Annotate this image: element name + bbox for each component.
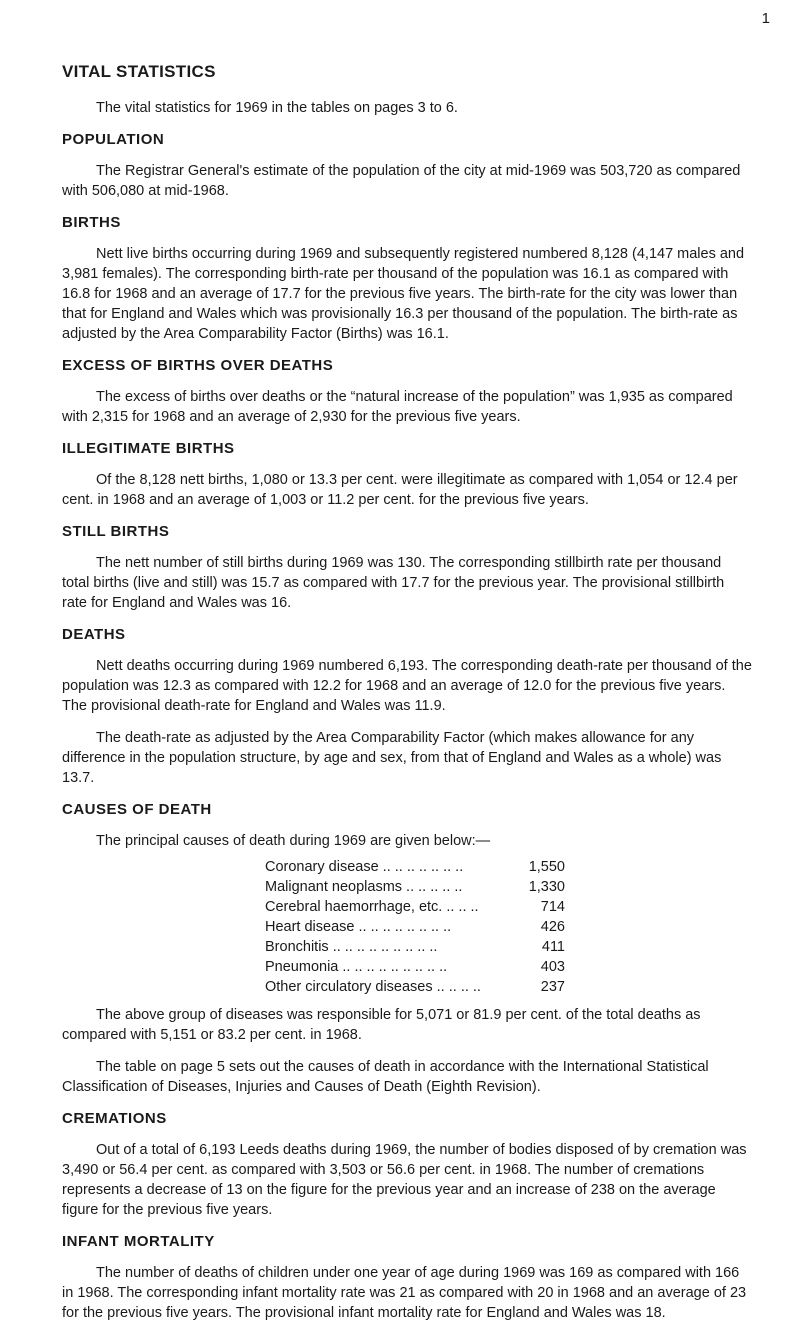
cause-label: Other circulatory diseases .. .. .. .. bbox=[265, 979, 481, 995]
section-population bbox=[62, 131, 752, 201]
section-paragraph: Of the 8,128 nett births, 1,080 or 13.3 per cent. were illegitimate as compared with 1,054 or 12.4 per cent. in 1968 and an average of 1,003 or 11.2 per cent. for the previous five years. bbox=[62, 472, 738, 508]
list-item bbox=[265, 857, 565, 877]
section-heading: INFANT MORTALITY bbox=[62, 1233, 215, 1250]
section-paragraph: The death-rate as adjusted by the Area Comparability Factor (which makes allowance for any difference in the population structure, by age and sex, from that of England and Wales as a whole) was 13.7. bbox=[62, 730, 722, 786]
page-number: 1 bbox=[761, 10, 770, 27]
section-deaths bbox=[62, 626, 752, 788]
section-heading: STILL BIRTHS bbox=[62, 523, 170, 540]
section-heading: EXCESS OF BIRTHS OVER DEATHS bbox=[62, 357, 334, 374]
cause-count: 411 bbox=[541, 939, 565, 955]
document-body bbox=[62, 62, 752, 1336]
section-causes-of-death bbox=[62, 801, 752, 1097]
cause-count: 1,550 bbox=[528, 859, 565, 875]
section-excess-births bbox=[62, 357, 752, 427]
section-paragraph: Nett live births occurring during 1969 and subsequently registered numbered 8,128 (4,147 males and 3,981 females). The corresponding birth-rate per thousand of the population was 16.1 as compared with 16.8 for 1968 and an average of 17.7 for the previous five years. The birth-rate for the city was lower than that for England and Wales which was provisionally 16.3 per thousand of the population. The birth-rate as adjusted by the Area Comparability Factor (Births) was 16.1. bbox=[62, 246, 745, 342]
cause-count: 1,330 bbox=[528, 879, 565, 895]
section-heading: BIRTHS bbox=[62, 214, 121, 231]
page-title: VITAL STATISTICS bbox=[62, 62, 216, 81]
cause-label: Coronary disease .. .. .. .. .. .. .. bbox=[265, 859, 464, 875]
list-item bbox=[265, 957, 565, 977]
section-paragraph: The nett number of still births during 1969 was 130. The corresponding stillbirth rate per thousand total births (live and still) was 15.7 as compared with 17.7 for the previous year. The provisional stillbirth rate for England and Wales was 16. bbox=[62, 555, 725, 611]
section-paragraph: The table on page 5 sets out the causes of death in accordance with the International Statistical Classification of Diseases, Injuries and Causes of Death (Eighth Revision). bbox=[62, 1059, 709, 1095]
section-heading: CAUSES OF DEATH bbox=[62, 801, 212, 818]
section-paragraph: The number of deaths of children under one year of age during 1969 was 169 as compared with 166 in 1968. The corresponding infant mortality rate was 21 as compared with 20 in 1968 and an average of 23 for the previous five years. The provisional infant mortality rate for England and Wales was 18. bbox=[62, 1265, 747, 1321]
section-paragraph: The principal causes of death during 1969 are given below:— bbox=[96, 833, 491, 849]
section-cremations bbox=[62, 1110, 752, 1220]
section-illegitimate-births bbox=[62, 440, 752, 510]
cause-count: 403 bbox=[540, 959, 565, 975]
cause-label: Cerebral haemorrhage, etc. .. .. .. bbox=[265, 899, 479, 915]
cause-label: Pneumonia .. .. .. .. .. .. .. .. .. bbox=[265, 959, 448, 975]
section-still-births bbox=[62, 523, 752, 613]
section-infant-mortality bbox=[62, 1233, 752, 1323]
section-heading: POPULATION bbox=[62, 131, 165, 148]
section-paragraph: Out of a total of 6,193 Leeds deaths during 1969, the number of bodies disposed of by cremation was 3,490 or 56.4 per cent. as compared with 3,503 or 56.6 per cent. in 1968. The number of cremations represents a decrease of 13 on the figure for the previous year and an increase of 238 on the average figure for the previous five years. bbox=[62, 1142, 747, 1218]
list-item bbox=[265, 977, 565, 997]
cause-label: Malignant neoplasms .. .. .. .. .. bbox=[265, 879, 463, 895]
list-item bbox=[265, 917, 565, 937]
section-heading: DEATHS bbox=[62, 626, 126, 643]
section-heading: ILLEGITIMATE BIRTHS bbox=[62, 440, 235, 457]
causes-list bbox=[265, 857, 565, 997]
cause-count: 714 bbox=[540, 899, 565, 915]
section-births bbox=[62, 214, 752, 344]
section-paragraph: The Registrar General's estimate of the population of the city at mid-1969 was 503,720 as compared with 506,080 at mid-1968. bbox=[62, 163, 741, 199]
cause-count: 426 bbox=[540, 919, 565, 935]
section-paragraph: Nett deaths occurring during 1969 numbered 6,193. The corresponding death-rate per thousand of the population was 12.3 as compared with 12.2 for 1968 and an average of 12.0 for the previous five years. The provisional death-rate for England and Wales was 11.9. bbox=[62, 658, 752, 714]
list-item bbox=[265, 877, 565, 897]
section-paragraph: The above group of diseases was responsible for 5,071 or 81.9 per cent. of the total deaths as compared with 5,151 or 83.2 per cent. in 1968. bbox=[62, 1007, 701, 1043]
list-item bbox=[265, 937, 565, 957]
section-heading: CREMATIONS bbox=[62, 1110, 167, 1127]
cause-label: Heart disease .. .. .. .. .. .. .. .. bbox=[265, 919, 452, 935]
list-item bbox=[265, 897, 565, 917]
cause-count: 237 bbox=[540, 979, 565, 995]
intro-paragraph: The vital statistics for 1969 in the tables on pages 3 to 6. bbox=[96, 100, 458, 116]
section-paragraph: The excess of births over deaths or the “natural increase of the population” was 1,935 as compared with 2,315 for 1968 and an average of 2,930 for the previous five years. bbox=[62, 389, 733, 425]
cause-label: Bronchitis .. .. .. .. .. .. .. .. .. bbox=[265, 939, 438, 955]
